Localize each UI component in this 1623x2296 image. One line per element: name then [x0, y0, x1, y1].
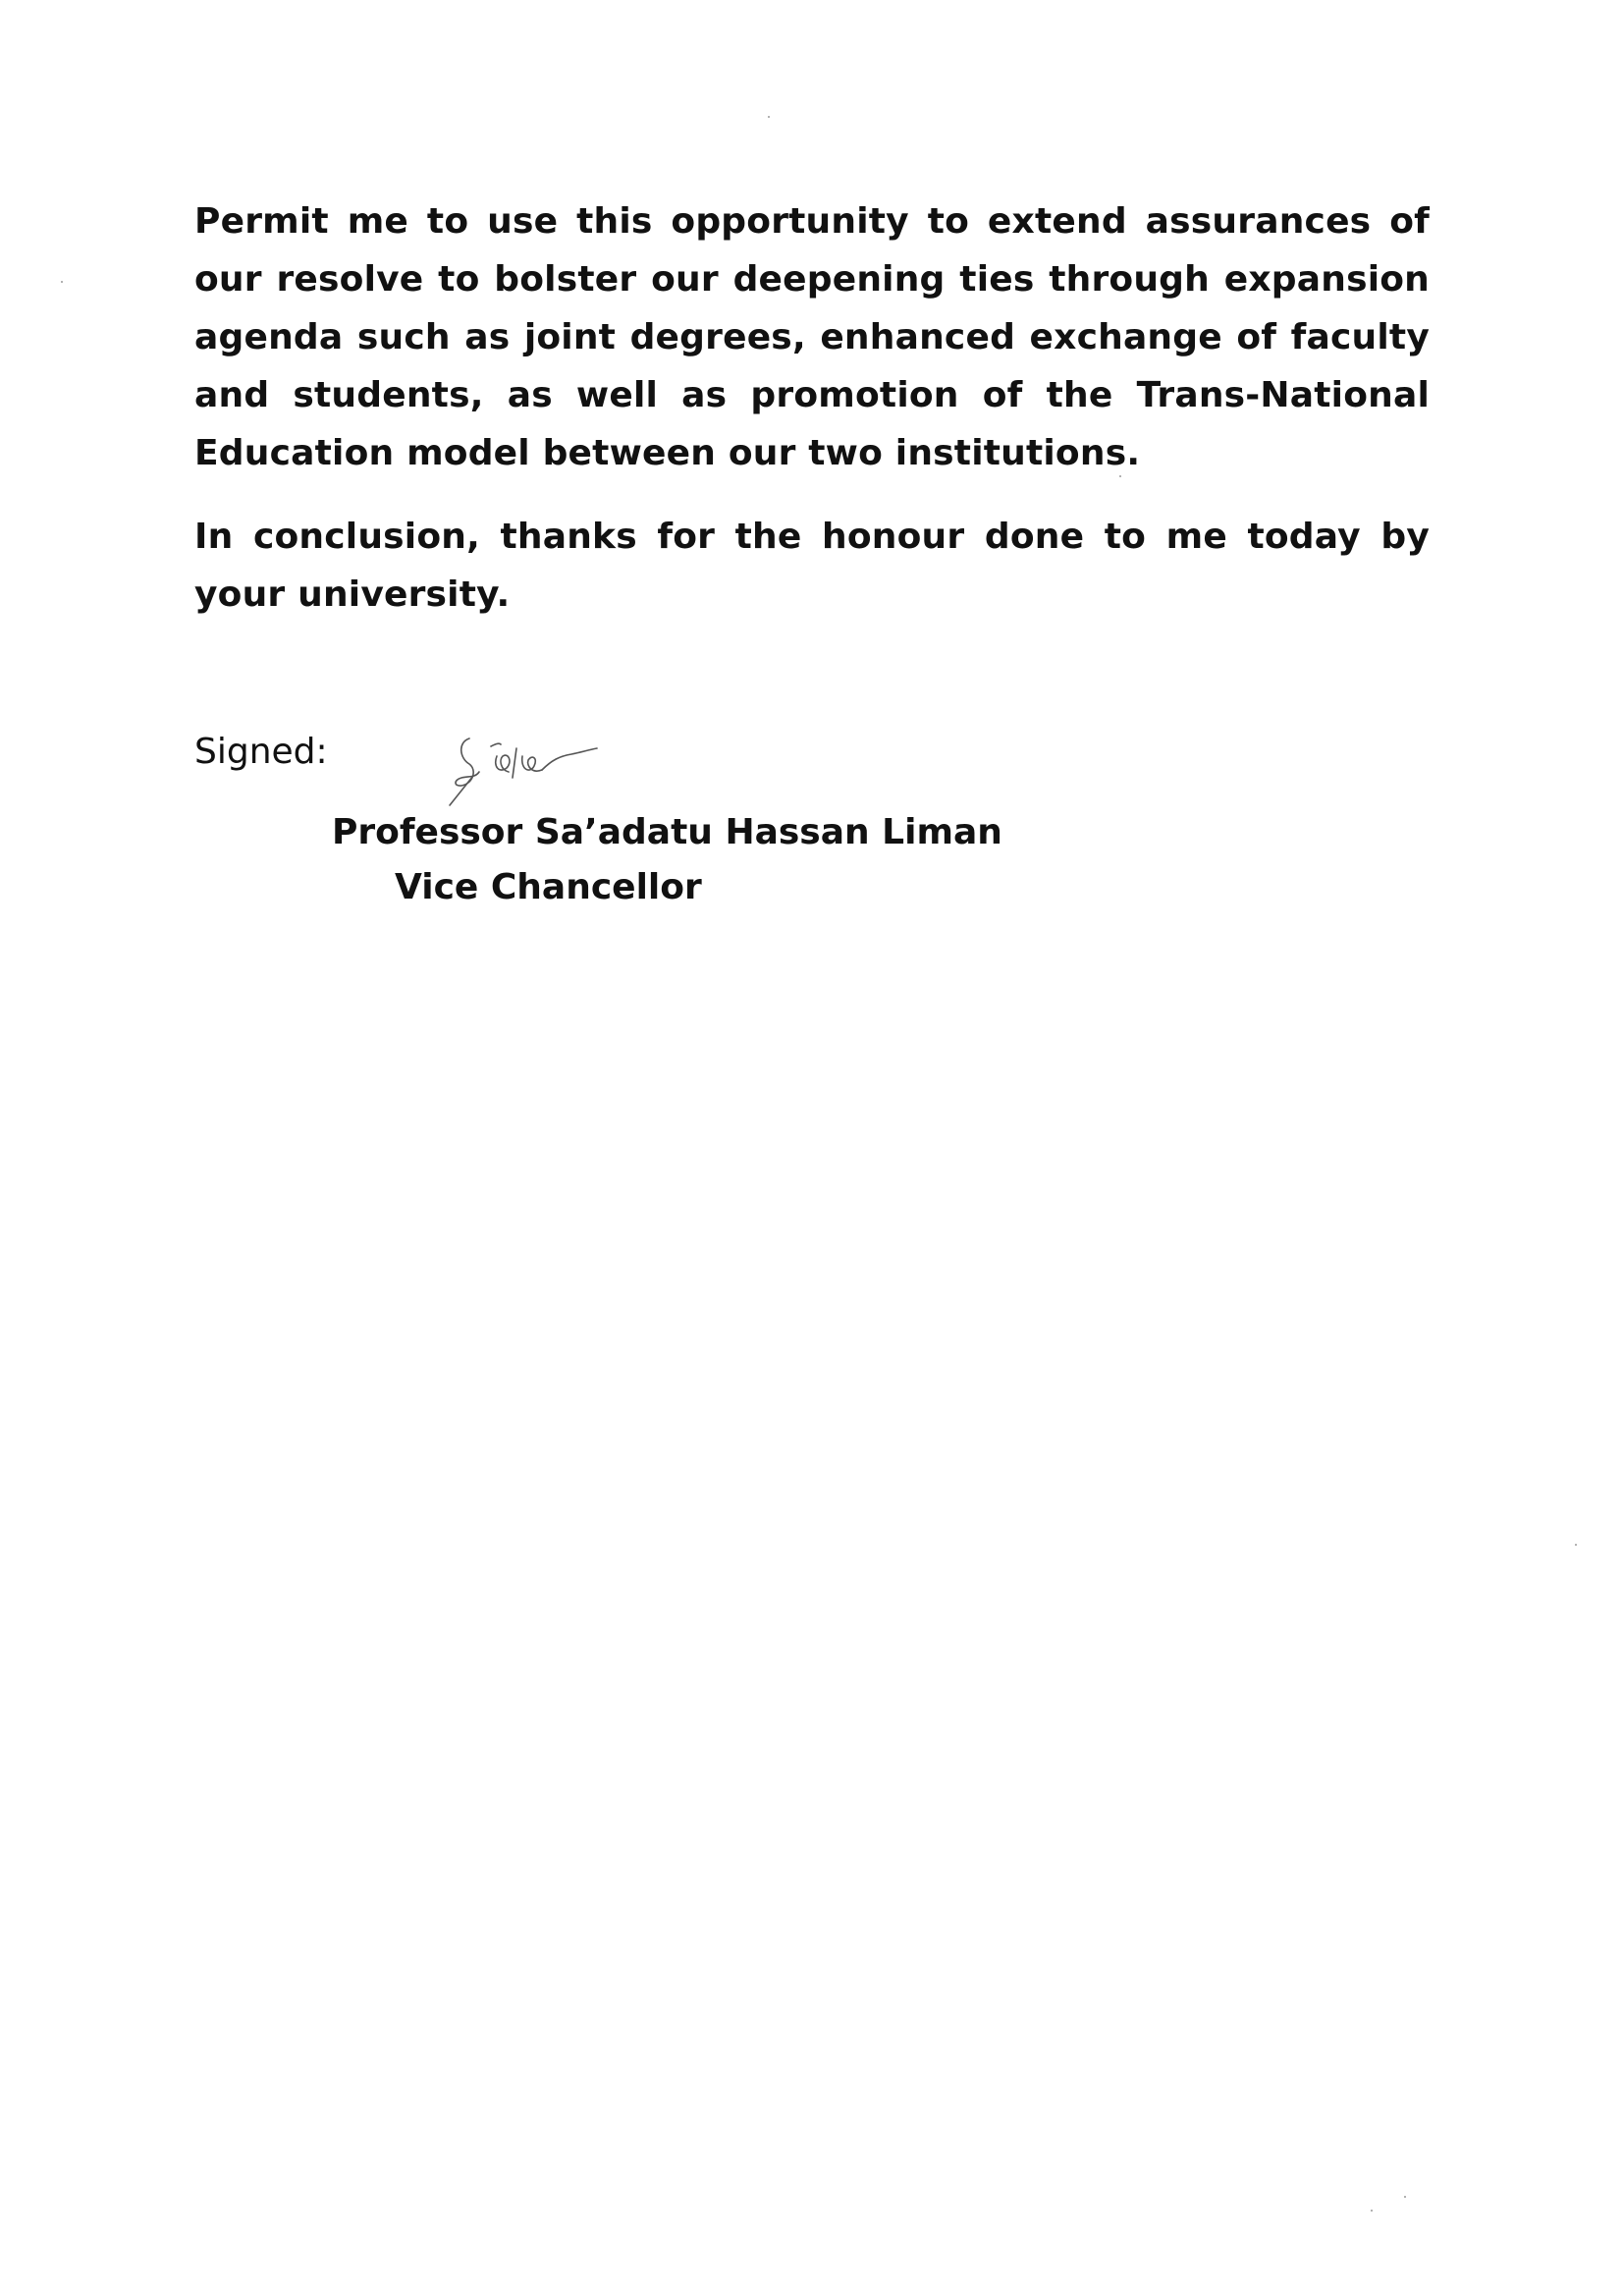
handwritten-signature — [440, 727, 626, 815]
signatory-title: Vice Chancellor — [395, 867, 702, 907]
paragraph-conclusion: In conclusion, thanks for the honour done to me today by your university. — [194, 517, 1430, 615]
scan-speck — [1575, 1544, 1577, 1546]
scan-speck — [1371, 2210, 1373, 2212]
scan-speck — [61, 281, 63, 283]
paragraph-assurances: Permit me to use this opportunity to extend assurances of our resolve to bolster our deepening ties through expansion agenda such as joint degrees, enhanced exchange of faculty and students, as well as promotion of the Trans-National Education model between our two institutions. — [194, 201, 1430, 473]
scan-speck — [768, 116, 770, 118]
scan-speck — [1404, 2196, 1406, 2198]
signatory-name: Professor Sa’adatu Hassan Liman — [332, 812, 1002, 852]
signed-label: Signed: — [194, 732, 328, 772]
letter-body — [194, 192, 1430, 649]
scan-speck — [1119, 475, 1121, 477]
